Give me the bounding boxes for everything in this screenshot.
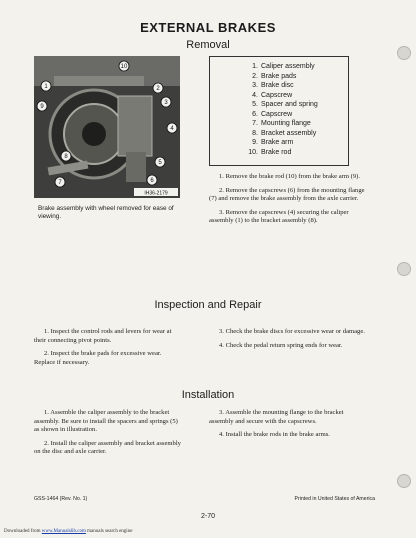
inspection-left: [34, 328, 184, 372]
legend-item-number: 9.: [252, 139, 258, 146]
legend-item-label: Spacer and spring: [261, 101, 318, 108]
legend-item-number: 1.: [252, 63, 258, 70]
page-title: EXTERNAL BRAKES: [140, 20, 276, 35]
callout-4: 4: [170, 126, 174, 132]
legend-item: [210, 91, 348, 101]
legend-item-label: Brake arm: [261, 139, 294, 146]
legend-item-number: 10.: [248, 148, 258, 156]
removal-steps: [209, 173, 369, 231]
installation-right: [209, 409, 369, 445]
legend-item-number: 3.: [252, 82, 258, 89]
footer-printed: Printed in United States of America: [294, 496, 375, 502]
callout-2: 2: [156, 86, 160, 92]
callout-3: 3: [164, 100, 168, 106]
section-title-inspection: Inspection and Repair: [154, 299, 262, 311]
legend-item: [210, 62, 348, 72]
legend-item-label: Brake pads: [261, 72, 297, 80]
callout-5: 5: [158, 160, 162, 166]
legend-item-number: 4.: [252, 91, 258, 99]
footer-form-number: GSS-1464 (Rev. No. 1): [34, 496, 88, 502]
legend-item: [210, 119, 348, 129]
legend-item-number: 5.: [252, 101, 258, 108]
removal-step: 2. Remove the capscrews (6) from the mounting flange (7) and remove the brake assembly from the axle carrier.: [209, 186, 365, 203]
legend-item-label: Bracket assembly: [261, 129, 317, 137]
callout-6: 6: [150, 178, 154, 184]
legend-item: [210, 138, 348, 148]
figure-caption: Brake assembly with wheel removed for ease of viewing.: [38, 205, 174, 220]
installation-step: 2. Install the caliper assembly and bracket assembly on the disc and axle carrier.: [34, 439, 181, 456]
removal-step: 1. Remove the brake rod (10) from the brake arm (9).: [219, 173, 360, 180]
section-title-removal: Removal: [186, 39, 230, 51]
legend-item: [210, 148, 348, 158]
legend-item: [210, 72, 348, 82]
installation-step: 1. Assemble the caliper assembly to the bracket assembly. Be sure to install the spacers and springs (5) as shown in illustration.: [34, 409, 178, 434]
legend-item-label: Capscrew: [261, 110, 293, 118]
inspection-step: 4. Check the pedal return spring ends for wear.: [219, 341, 343, 349]
legend-item-label: Caliper assembly: [261, 63, 315, 70]
inspection-step: 3. Check the brake discs for excessive wear or damage.: [219, 328, 365, 335]
legend-item: [210, 129, 348, 139]
installation-step: 4. Install the brake rods in the brake arms.: [219, 431, 330, 439]
callout-8: 8: [64, 154, 68, 160]
download-notice: [4, 529, 132, 534]
page-number: 2-70: [200, 513, 215, 520]
removal-step: 3. Remove the capscrews (4) securing the caliper assembly (1) to the bracket assembly (8).: [209, 208, 349, 225]
legend-item-label: Mounting flange: [261, 120, 311, 127]
legend-item-number: 2.: [252, 72, 258, 80]
brake-assembly-photo: [34, 56, 180, 198]
callout-10: 10: [120, 64, 128, 70]
legend-item-label: Brake disc: [261, 82, 294, 89]
legend-item: [210, 100, 348, 110]
legend-item-number: 7.: [252, 120, 258, 127]
inspection-right: [209, 328, 369, 355]
legend-item: [210, 110, 348, 120]
installation-left: [34, 409, 184, 462]
legend-item: [210, 81, 348, 91]
binder-hole-bottom: [397, 474, 411, 488]
callout-9: 9: [40, 104, 44, 110]
legend-item-number: 6.: [252, 110, 258, 118]
photo-code: IH36-2179: [144, 190, 168, 197]
installation-step: 3. Assemble the mounting flange to the bracket assembly and secure with the capscrews.: [209, 409, 344, 425]
callout-7: 7: [58, 180, 62, 186]
callout-1: 1: [44, 84, 48, 90]
brake-assembly-illustration: [34, 56, 180, 198]
section-title-installation: Installation: [181, 389, 235, 401]
download-suffix: manuals search engine: [87, 529, 133, 534]
binder-hole-middle: [397, 262, 411, 276]
inspection-step: 2. Inspect the brake pads for excessive wear. Replace if necessary.: [34, 350, 162, 366]
parts-legend: [209, 56, 349, 166]
legend-item-number: 8.: [252, 129, 258, 137]
legend-item-label: Brake rod: [261, 148, 292, 156]
manualslib-link[interactable]: www.Manualslib.com: [41, 529, 86, 534]
download-prefix: Downloaded from: [4, 529, 41, 534]
inspection-step: 1. Inspect the control rods and levers for wear at their connecting pivot points.: [34, 328, 172, 344]
legend-item-label: Capscrew: [261, 91, 293, 99]
parts-legend-list: [210, 57, 348, 157]
